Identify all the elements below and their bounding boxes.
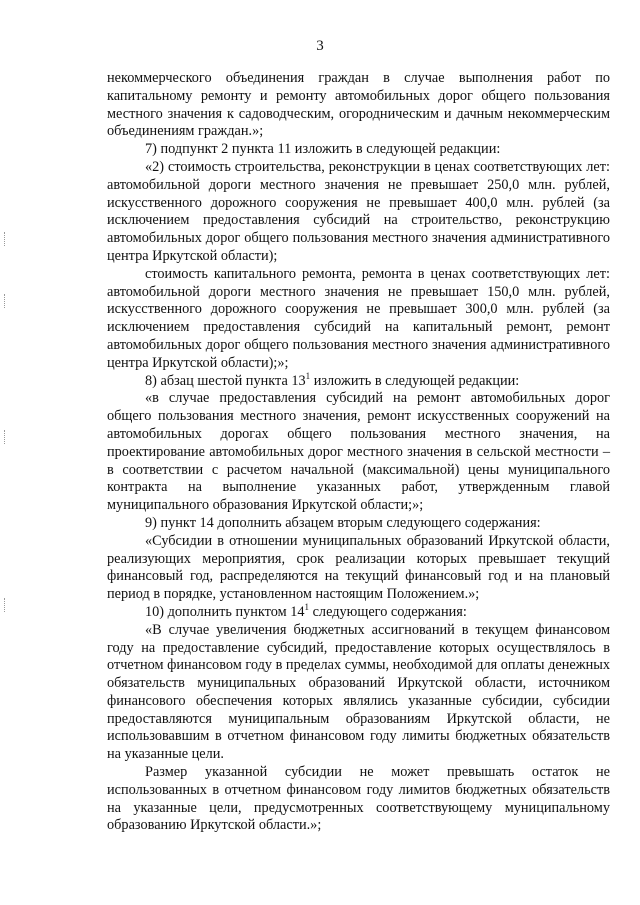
binding-margin-mark	[4, 598, 6, 612]
paragraph	[107, 370, 610, 391]
superscript: 1	[305, 370, 311, 381]
paragraph-text: 10) дополнить пунктом 14	[145, 603, 305, 620]
superscript: 1	[304, 602, 310, 613]
document-body	[107, 70, 610, 835]
paragraph: Размер указанной субсидии не может превышать остаток не использованных в отчетном финансовом году лимитов бюджетных обязательств на указанные цели, предусмотренных соответствующему муниципальному образованию Иркутской области.»;	[107, 764, 610, 834]
paragraph: «2) стоимость строительства, реконструкции в ценах соответствующих лет: автомобильной дороги местного значения не превышает 250,0 млн. рублей, искусственного дорожного сооружения не превышает 400,0 млн. рублей (за исключением предоставления субсидий на строительство, реконструкцию автомобильных дорог общего пользования местного значения административного центра Иркутской области);	[107, 158, 610, 264]
paragraph-text: следующего содержания:	[309, 603, 467, 620]
paragraph: 7) подпункт 2 пункта 11 изложить в следующей редакции:	[145, 141, 501, 158]
paragraph: 9) пункт 14 дополнить абзацем вторым следующего содержания:	[145, 514, 541, 531]
paragraph: «в случае предоставления субсидий на ремонт автомобильных дорог общего пользования местного значения, ремонт искусственных сооружений на автомобильных дорогах общего пользования местного значения, на проектирование автомобильных дорог местного значения в сельской местности – в соответствии с расчетом начальной (максимальной) цены муниципального контракта на выполнение указанных работ, утвержденным главой муниципального образования Иркутской области;»;	[107, 390, 610, 514]
paragraph: «В случае увеличения бюджетных ассигнований в текущем финансовом году на предоставление субсидий, предоставление которых осуществлялось в отчетном финансовом году в пределах суммы, необходимой для оплаты денежных обязательств муниципальных образований Иркутской области, источником финансового обеспечения которых являлись указанные субсидии, субсидии предоставляются муниципальным образованиям Иркутской области, не использовавшим в отчетном финансовом году лимиты бюджетных обязательств на указанные цели.	[107, 621, 611, 763]
paragraph-text: 8) абзац шестой пункта 13	[145, 372, 306, 389]
page-number: 3	[316, 38, 324, 54]
binding-margin-mark	[4, 430, 6, 444]
paragraph: «Субсидии в отношении муниципальных образований Иркутской области, реализующих мероприятия, срок реализации которых превышает текущий финансовый год, распределяются на текущий финансовый год и на плановый период в порядке, установленном настоящим Положением.»;	[107, 532, 610, 603]
paragraph: некоммерческого объединения граждан в случае выполнения работ по капитальному ремонту и ремонту автомобильных дорог общего пользования местного значения к садоводческим, огородническим и дачным некоммерческим объединениям граждан.»;	[107, 70, 610, 140]
binding-margin-mark	[4, 232, 6, 246]
binding-margin-mark	[4, 294, 6, 308]
paragraph-text: изложить в следующей редакции:	[310, 372, 520, 389]
paragraph	[107, 604, 610, 622]
paragraph: стоимость капитального ремонта, ремонта в ценах соответствующих лет: автомобильной дороги местного значения не превышает 150,0 млн. рублей, искусственного дорожного сооружения не превышает 300,0 млн. рублей (за исключением предоставления субсидий на капитальный ремонт, ремонт автомобильных дорог общего пользования местного значения административного центра Иркутской области);»;	[107, 265, 610, 371]
